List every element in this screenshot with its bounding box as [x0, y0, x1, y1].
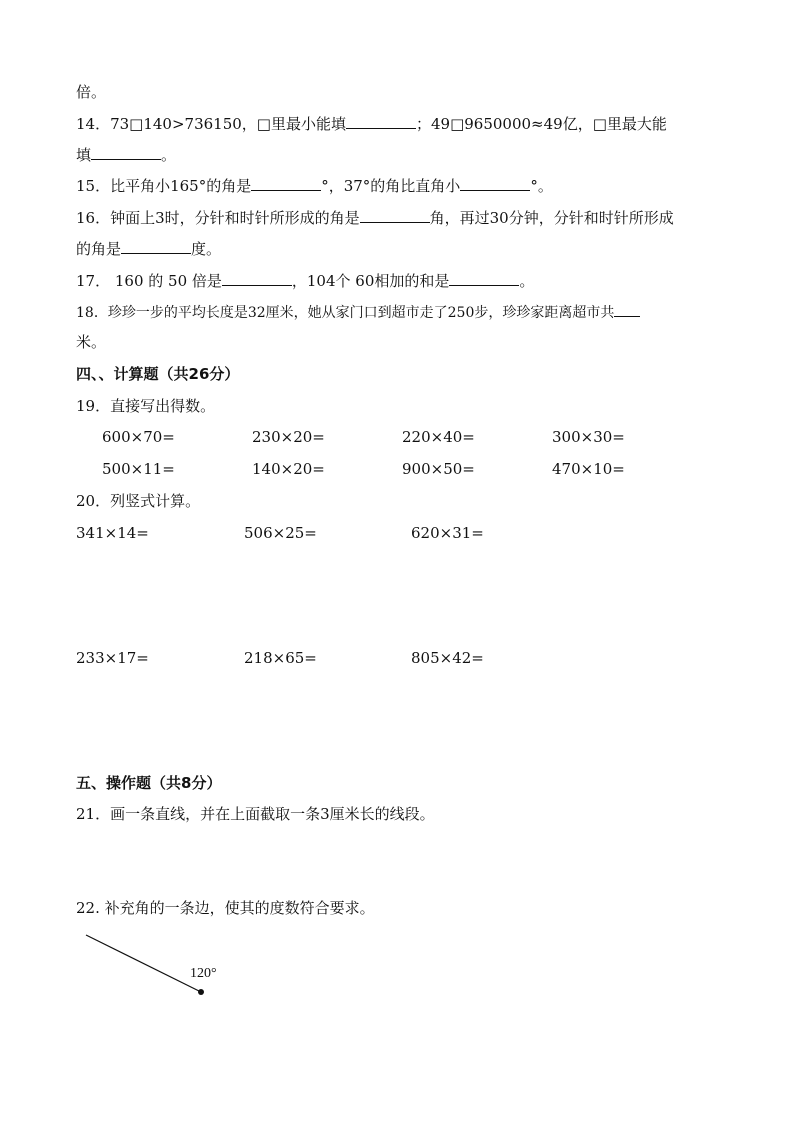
q17-text-a: 17． 160 的 50 倍是 — [76, 272, 222, 290]
q18-text-a: 18．珍珍一步的平均长度是32厘米，她从家门口到超市走了250步，珍珍家距离超市共 — [76, 305, 615, 321]
q18-text-b: 米。 — [76, 333, 107, 351]
q19-item: 500×11= — [102, 460, 175, 478]
q13-tail: 倍。 — [76, 83, 107, 101]
q15-text-b: °，37°的角比直角小 — [321, 177, 461, 195]
question-20-title: 20．列竖式计算。 — [76, 492, 201, 510]
q20-item: 506×25= — [244, 524, 317, 542]
question-19-title: 19．直接写出得数。 — [76, 397, 216, 415]
question-22: 22. 补充角的一条边，使其的度数符合要求。 — [76, 899, 375, 917]
q17-text-b: ，104个 60相加的和是 — [291, 272, 450, 290]
q20-item: 341×14= — [76, 524, 149, 542]
section-4-heading: 四、、计算题（共26分） — [76, 365, 240, 383]
q14-text-d: 。 — [161, 146, 177, 164]
q19-item: 300×30= — [552, 428, 625, 446]
q19-item: 900×50= — [402, 460, 475, 478]
angle-side-line — [86, 935, 201, 992]
q19-item: 140×20= — [252, 460, 325, 478]
section-5-heading: 五、操作题（共8分） — [76, 774, 222, 792]
q20-item: 233×17= — [76, 649, 149, 667]
question-21: 21．画一条直线，并在上面截取一条3厘米长的线段。 — [76, 805, 435, 823]
q20-item: 218×65= — [244, 649, 317, 667]
angle-label: 120° — [190, 966, 217, 981]
q20-item: 620×31= — [411, 524, 484, 542]
q17-text-c: 。 — [519, 272, 535, 290]
q14-text-a: 14．73□140>736150，□里最小能填 — [76, 115, 346, 133]
q16-text-a: 16．钟面上3时，分针和时针所形成的角是 — [76, 209, 360, 227]
q15-text-c: °。 — [530, 177, 553, 195]
q14-text-b: ；49□9650000≈49亿，□里最大能 — [415, 115, 667, 133]
q19-item: 230×20= — [252, 428, 325, 446]
q16-text-b: 角，再过30分钟，分针和时针所形成 — [429, 209, 674, 227]
q16-text-c: 的角是 — [76, 240, 122, 258]
q15-text-a: 15．比平角小165°的角是 — [76, 177, 252, 195]
q19-item: 600×70= — [102, 428, 175, 446]
q14-text-c: 填 — [76, 146, 92, 164]
q19-item: 470×10= — [552, 460, 625, 478]
q19-item: 220×40= — [402, 428, 475, 446]
q16-text-d: 度。 — [191, 240, 222, 258]
q20-item: 805×42= — [411, 649, 484, 667]
angle-vertex-dot — [198, 989, 204, 995]
